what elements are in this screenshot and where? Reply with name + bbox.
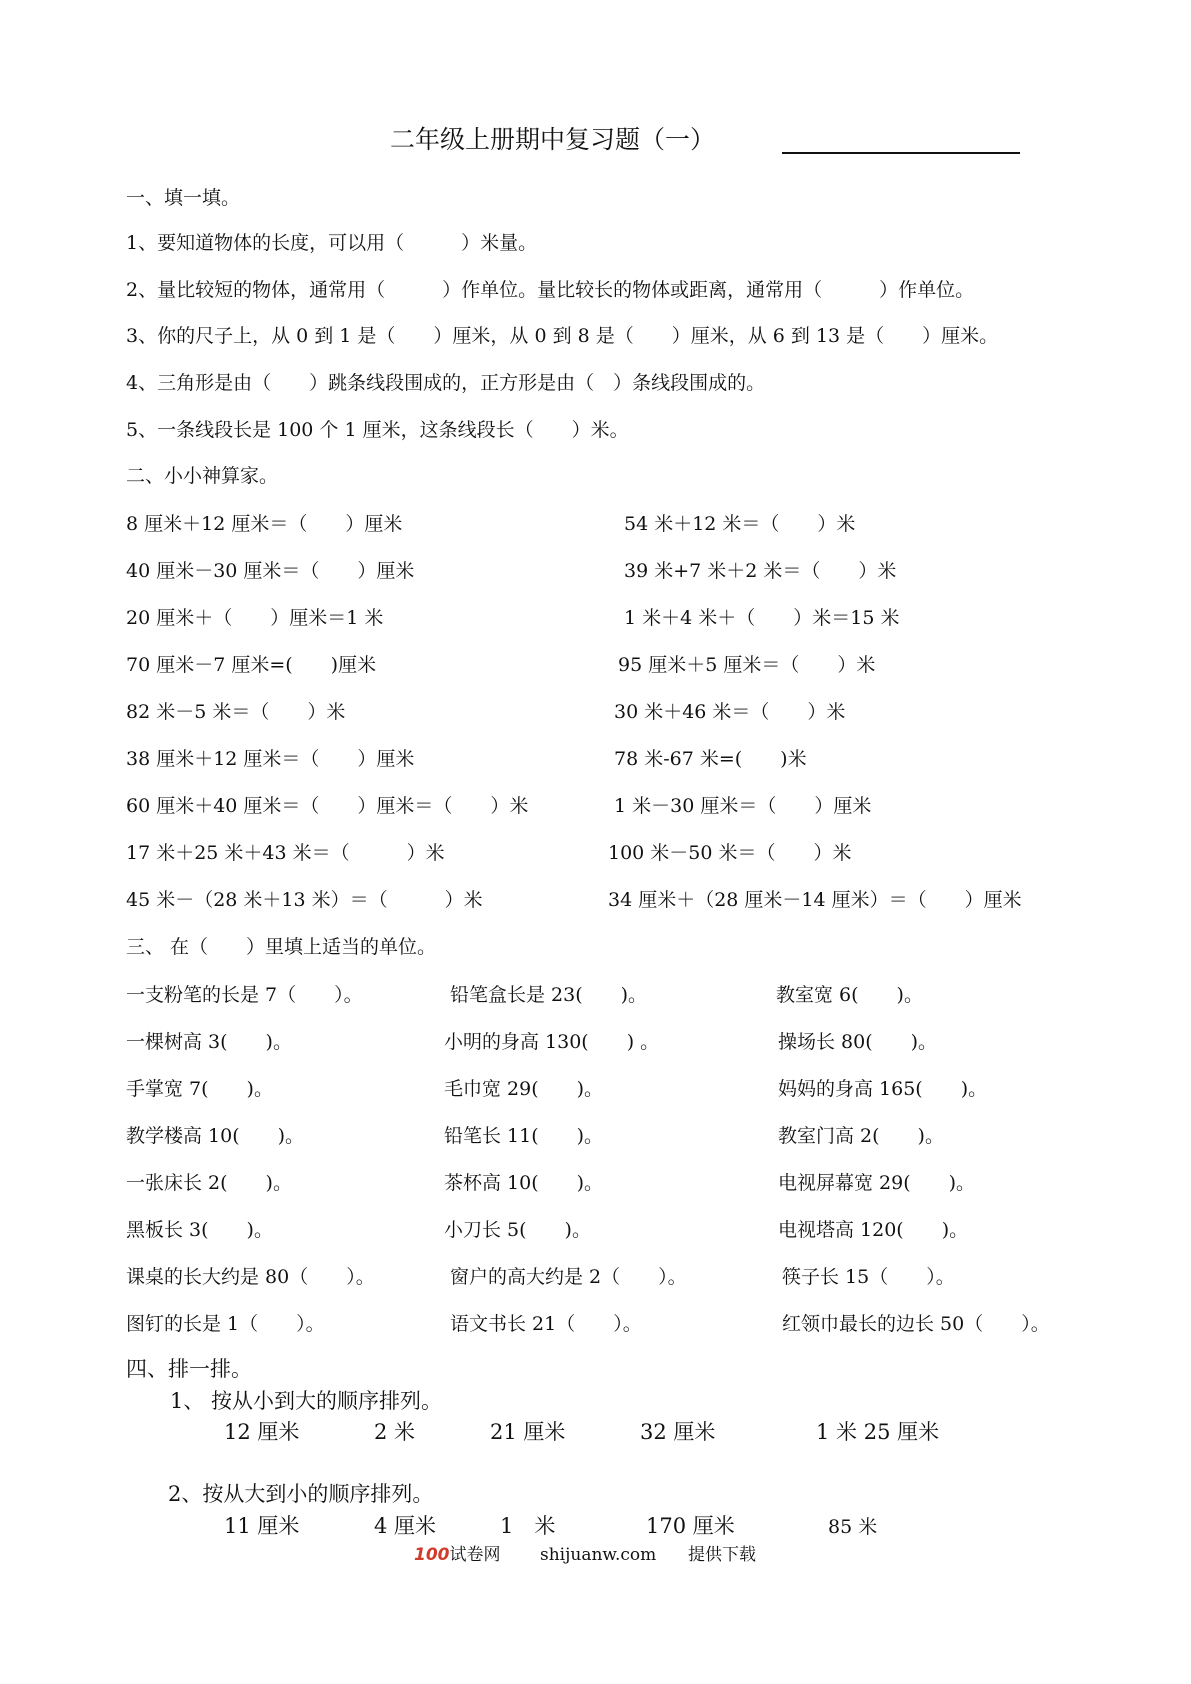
- unit-item: 操场长 80( )。: [778, 1031, 938, 1053]
- name-blank-line: [782, 152, 1020, 154]
- site-logo: 100: [414, 1545, 450, 1565]
- unit-item: 筷子长 15（ ）。: [782, 1266, 955, 1288]
- unit-item: 黑板长 3( )。: [126, 1219, 273, 1241]
- sort-item: 1 米 25 厘米: [816, 1420, 940, 1444]
- unit-item: 茶杯高 10( )。: [444, 1172, 604, 1194]
- sort-item: 11 厘米: [224, 1514, 300, 1538]
- calc-right-9: 34 厘米＋（28 厘米－14 厘米）＝（ ）厘米: [608, 889, 1022, 911]
- unit-item: 毛巾宽 29( )。: [444, 1078, 604, 1100]
- calc-right-6: 78 米-67 米=( )米: [614, 748, 807, 770]
- calc-left-9: 45 米－（28 米＋13 米）＝（ ）米: [126, 889, 483, 911]
- question-4: 4、三角形是由（ ）跳条线段围成的，正方形是由（ ）条线段围成的。: [126, 372, 766, 394]
- calc-left-5: 82 米－5 米＝（ ）米: [126, 701, 346, 723]
- unit-item: 小明的身高 130( ) 。: [444, 1031, 660, 1053]
- sort-item: 12 厘米: [224, 1420, 300, 1444]
- footer-note: 提供下载: [688, 1545, 756, 1565]
- unit-item: 一棵树高 3( )。: [126, 1031, 292, 1053]
- calc-right-8: 100 米－50 米＝（ ）米: [608, 842, 852, 864]
- unit-item: 窗户的高大约是 2（ ）。: [450, 1266, 687, 1288]
- sort-item: 32 厘米: [640, 1420, 716, 1444]
- section-4-heading: 四、排一排。: [126, 1357, 252, 1381]
- unit-item: 教室门高 2( )。: [778, 1125, 944, 1147]
- question-2: 2、量比较短的物体，通常用（ ）作单位。量比较长的物体或距离，通常用（ ）作单位。: [126, 279, 975, 301]
- sort-item: 2 米: [374, 1420, 416, 1444]
- sort-question-1: 1、 按从小到大的顺序排列。: [170, 1389, 443, 1413]
- unit-item: 语文书长 21（ ）。: [450, 1313, 642, 1335]
- section-2-heading: 二、小小神算家。: [126, 465, 279, 487]
- unit-item: 一张床长 2( )。: [126, 1172, 292, 1194]
- unit-item: 妈妈的身高 165( )。: [778, 1078, 988, 1100]
- sort-item: 170 厘米: [646, 1514, 735, 1538]
- section-1-heading: 一、填一填。: [126, 187, 241, 209]
- calc-right-7: 1 米－30 厘米＝（ ）厘米: [614, 795, 872, 817]
- calc-right-1: 54 米＋12 米＝（ ）米: [624, 513, 856, 535]
- calc-left-7: 60 厘米＋40 厘米＝（ ）厘米＝（ ）米: [126, 795, 529, 817]
- calc-right-5: 30 米＋46 米＝（ ）米: [614, 701, 846, 723]
- footer-site-name: 试卷网: [449, 1545, 501, 1565]
- calc-right-4: 95 厘米＋5 厘米＝（ ）米: [618, 654, 876, 676]
- calc-left-3: 20 厘米＋（ ）厘米＝1 米: [126, 607, 384, 629]
- calc-left-4: 70 厘米－7 厘米=( )厘米: [126, 654, 377, 676]
- unit-item: 一支粉笔的长是 7（ ）。: [126, 984, 363, 1006]
- unit-item: 图钉的长是 1（ ）。: [126, 1313, 325, 1335]
- unit-item: 教学楼高 10( )。: [126, 1125, 305, 1147]
- footer-watermark: [414, 1543, 501, 1567]
- calc-left-2: 40 厘米－30 厘米＝（ ）厘米: [126, 560, 415, 582]
- calc-right-3: 1 米＋4 米＋（ ）米＝15 米: [624, 607, 900, 629]
- page-title: 二年级上册期中复习题（一）: [390, 125, 716, 154]
- question-5: 5、一条线段长是 100 个 1 厘米，这条线段长（ ）米。: [126, 419, 629, 441]
- calc-left-1: 8 厘米＋12 厘米＝（ ）厘米: [126, 513, 403, 535]
- unit-item: 电视屏幕宽 29( )。: [778, 1172, 976, 1194]
- sort-item: 1 米: [500, 1514, 556, 1538]
- sort-item: 21 厘米: [490, 1420, 566, 1444]
- section-3-heading: 三、 在（ ）里填上适当的单位。: [126, 936, 437, 958]
- question-1: 1、要知道物体的长度，可以用（ ）米量。: [126, 232, 538, 254]
- footer-url[interactable]: shijuanw.com: [540, 1545, 657, 1565]
- unit-item: 小刀长 5( )。: [444, 1219, 591, 1241]
- unit-item: 红领巾最长的边长 50（ ）。: [782, 1313, 1050, 1335]
- unit-item: 课桌的长大约是 80（ ）。: [126, 1266, 375, 1288]
- calc-left-6: 38 厘米＋12 厘米＝（ ）厘米: [126, 748, 415, 770]
- unit-item: 教室宽 6( )。: [776, 984, 923, 1006]
- question-3: 3、你的尺子上，从 0 到 1 是（ ）厘米，从 0 到 8 是（ ）厘米，从 6 到 13 是（ ）厘米。: [126, 325, 999, 347]
- sort-question-2: 2、按从大到小的顺序排列。: [168, 1482, 434, 1506]
- sort-item: 4 厘米: [374, 1514, 437, 1538]
- unit-item: 铅笔盒长是 23( )。: [450, 984, 648, 1006]
- unit-item: 铅笔长 11( )。: [444, 1125, 604, 1147]
- unit-item: 手掌宽 7( )。: [126, 1078, 273, 1100]
- calc-right-2: 39 米+7 米＋2 米＝（ ）米: [624, 560, 897, 582]
- sort-item: 85 米: [828, 1516, 878, 1538]
- calc-left-8: 17 米＋25 米＋43 米＝（ ）米: [126, 842, 445, 864]
- unit-item: 电视塔高 120( )。: [778, 1219, 969, 1241]
